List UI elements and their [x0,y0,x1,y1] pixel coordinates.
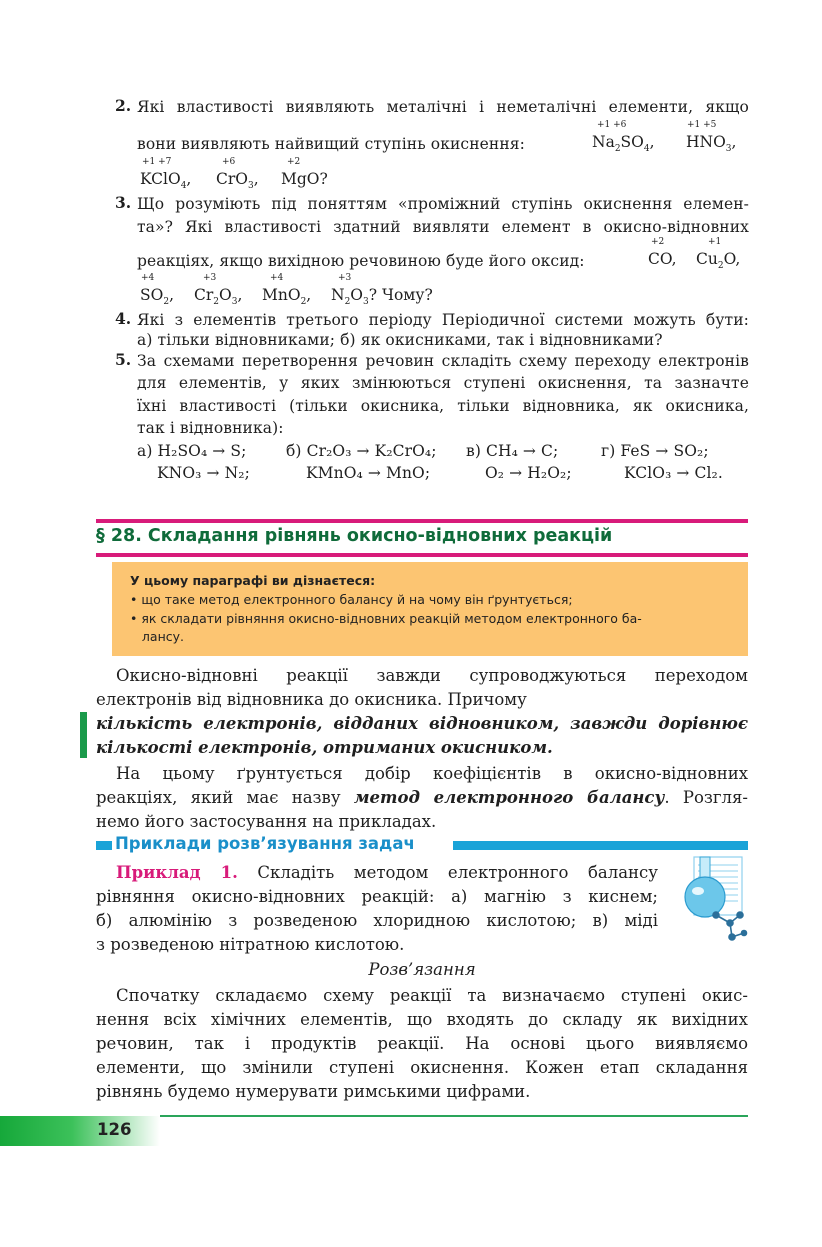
heading-bar-left [96,841,112,850]
section-top-rule [96,519,748,523]
scheme-v1: в) CH₄ → C; [466,442,559,460]
solution-heading: Розв’язання [368,960,476,979]
formula-mgo: MgO? [281,170,328,188]
examples-heading: Приклади розв’язування задач [115,834,415,853]
oxidation-states: +1 +5 [687,120,717,130]
solution-line: рівнянь будемо нумерувати римськими цифрами. [96,1082,531,1101]
question-text: для елементів, у яких змінюються ступені окиснення, та зазначте [137,374,749,392]
key-rule-text: кількість електронів, відданих відновником, завжди дорівнює [96,714,748,733]
question-text: реакціях, якщо вихідною речовиною буде його оксид: [137,252,585,270]
section-title: § 28. Складання рівнянь окисно-відновних реакцій [96,526,613,546]
formula-cr2o3: $Cr_2O_3$, [194,286,243,307]
oxidation-states: +2 [651,237,665,247]
heading-bar-right [453,841,748,850]
learning-goal-item: • що таке метод електронного балансу й на чому він ґрунтується; [130,592,573,607]
scheme-v2: O₂ → H₂O₂; [485,464,572,482]
scheme-a2: KNO₃ → N₂; [157,464,250,482]
question-number: 2. [115,96,132,115]
example-1-line: б) алюмінію з розведеною хлоридною кислотою; в) міді [96,911,658,930]
question-text: Які властивості виявляють металічні і неметалічні елементи, якщо [137,98,749,116]
paragraph-line: На цьому ґрунтується добір коефіцієнтів в окисно-відновних [116,764,748,783]
scheme-g2: KClO₃ → Cl₂. [624,464,723,482]
key-rule-text: кількості електронів, отриманих окисником. [96,738,553,757]
question-text: вони виявляють найвищий ступінь окиснення: [137,135,525,153]
solution-line: елементи, що змінили ступені окиснення. Кожен етап складання [96,1058,748,1077]
question-text: Які з елементів третього періоду Періодичної системи можуть бути: [137,311,749,329]
solution-line: Спочатку складаємо схему реакції та визначаємо ступені окис- [116,986,748,1005]
formula-co: CO, [648,250,677,268]
question-text: Що розуміють під поняттям «проміжний ступінь окиснення елемен- [137,195,749,213]
footer-rule [160,1115,748,1117]
formula-na2so4: $Na_2SO_4$, [592,133,655,154]
learning-goals-title: У цьому параграфі ви дізнаєтеся: [130,573,376,588]
formula-hno3: $HNO_3$, [686,133,737,154]
scheme-b2: KMnO₄ → MnO; [306,464,431,482]
oxidation-states: +3 [338,273,352,283]
example-1-line: з розведеною нітратною кислотою. [96,935,405,954]
key-rule-marker [80,712,87,758]
paragraph-line: Окисно-відновні реакції завжди супроводжуються переходом [116,666,748,685]
paragraph-line: немо його застосування на прикладах. [96,812,437,831]
question-number: 5. [115,350,132,369]
example-1-line: Приклад 1. Складіть методом електронного балансу [116,863,658,882]
oxidation-states: +1 [708,237,722,247]
paragraph-line: реакціях, який має назву метод електронного балансу. Розгля- [96,788,749,807]
oxidation-states: +1 +6 [597,120,627,130]
oxidation-states: +3 [203,273,217,283]
scheme-a1: а) H₂SO₄ → S; [137,442,247,460]
formula-mno2: MnO$_2$, [262,286,312,307]
oxidation-states: +2 [287,157,301,167]
question-text: За схемами перетворення речовин складіть схему переходу електронів [137,352,749,370]
section-bottom-rule [96,553,748,557]
learning-goals-box [112,562,748,656]
scheme-g1: г) FeS → SO₂; [601,442,709,460]
footer-band [0,1116,160,1146]
formula-kclo4: KClO$_4$, [140,170,192,191]
question-text: а) тільки відновниками; б) як окисниками, так і відновниками? [137,331,663,349]
formula-cro3: CrO$_3$, [216,170,259,191]
question-text: та»? Які властивості здатний виявляти елемент в окисно-відновних [137,218,749,236]
question-text: їхні властивості (тільки окисника, тільки відновника, як окисника, [137,397,749,415]
oxidation-states: +4 [141,273,155,283]
question-text: так і відновника): [137,419,284,437]
question-number: 3. [115,193,132,212]
term-electronic-balance: метод електронного балансу [353,788,665,807]
formula-so2: $SO_2$, [140,286,174,307]
scheme-b1: б) Cr₂O₃ → K₂CrO₄; [286,442,437,460]
solution-line: нення всіх хімічних елементів, що входять до складу як вихідних [96,1010,748,1029]
paragraph-line: електронів від відновника до окисника. Причому [96,690,527,709]
learning-goal-item: • як складати рівняння окисно-відновних реакцій методом електронного ба- [130,611,642,626]
oxidation-states: +6 [222,157,236,167]
solution-line: речовин, так і продуктів реакції. На основі цього виявляємо [96,1034,748,1053]
formula-cu2o: $Cu_2O$, [696,250,741,271]
learning-goal-item: лансу. [130,629,184,644]
oxidation-states: +4 [270,273,284,283]
example-1-line: рівняння окисно-відновних реакцій: а) магнію з киснем; [96,887,658,906]
oxidation-states: +1 +7 [142,157,172,167]
question-number: 4. [115,309,132,328]
chemistry-flask-icon [678,853,750,945]
page-number: 126 [97,1120,132,1139]
example-label: Приклад 1. [116,863,238,882]
formula-n2o3: $N_2O_3$? Чому? [331,286,433,307]
